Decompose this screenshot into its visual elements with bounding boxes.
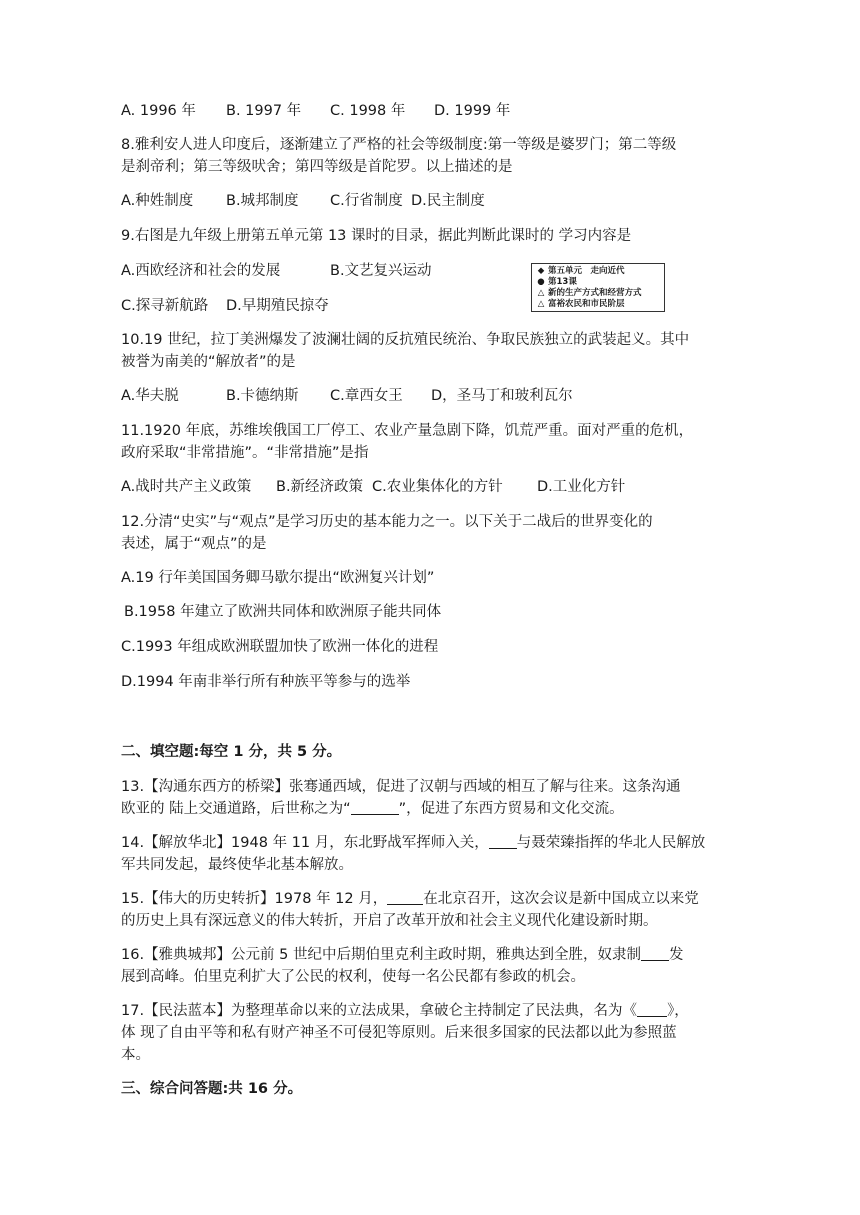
- q8-option-b: B.城邦制度: [226, 193, 299, 209]
- q11-option-d: D.工业化方针: [537, 479, 626, 495]
- q16-text-after-blank: 发: [669, 947, 684, 963]
- q13-answer-blank[interactable]: [351, 800, 399, 815]
- q15-text-after-blank: 在北京召开，这次会议是新中国成立以来党: [423, 891, 699, 907]
- q14-text-after-blank: 与聂荣臻指挥的华北人民解放: [516, 835, 706, 851]
- q9-option-c: C.探寻新航路: [121, 298, 209, 314]
- q7-option-a: A. 1996 年: [121, 103, 196, 119]
- q16-answer-blank[interactable]: [641, 946, 669, 961]
- toc-row-text: 新的生产方式和经营方式: [548, 288, 642, 298]
- toc-row-lesson: [536, 277, 660, 288]
- q11-stem-line2: 政府采取“非常措施”。“非常措施”是指: [121, 445, 369, 461]
- q11-option-a: A.战时共产主义政策: [121, 479, 252, 495]
- q8-option-c: C.行省制度: [330, 193, 403, 209]
- section3-title: 三、综合问答题:共 16 分。: [121, 1081, 303, 1097]
- q14-stem-line2: 军共同发起，最终使华北基本解放。: [121, 857, 353, 873]
- q16-text-before-blank: 16.【雅典城邦】公元前 5 世纪中后期伯里克利主政时期，雅典达到全胜，奴隶制: [121, 947, 642, 963]
- toc-row-text: 第13课: [548, 277, 577, 287]
- q12-option-a: A.19 行年美国国务卿马歇尔提出“欧洲复兴计划”: [121, 570, 435, 586]
- section2-title: 二、填空题:每空 1 分，共 5 分。: [121, 744, 342, 760]
- q17-stem-line1: [121, 1001, 689, 1021]
- q8-option-a: A.种姓制度: [121, 193, 194, 209]
- q15-text-before-blank: 15.【伟大的历史转折】1978 年 12 月，: [121, 891, 388, 907]
- toc-row-text: 第五单元 走向近代: [548, 266, 625, 276]
- q12-stem-line1: 12.分清“史实”与“观点”是学习历史的基本能力之一。以下关于二战后的世界变化的: [121, 514, 653, 530]
- q8-stem-line2: 是刹帝利；第三等级吠舍；第四等级是首陀罗。以上描述的是: [121, 159, 513, 175]
- q14-stem-line1: [121, 833, 705, 853]
- q13-stem-line1: 13.【沟通东西方的桥梁】张骞通西域，促进了汉朝与西域的相互了解与往来。这条沟通: [121, 779, 681, 795]
- q12-option-c: C.1993 年组成欧洲联盟加快了欧洲一体化的进程: [121, 639, 439, 655]
- diamond-icon: ◆: [537, 266, 545, 276]
- q11-option-c: C.农业集体化的方针: [372, 479, 503, 495]
- q7-option-c: C. 1998 年: [330, 103, 406, 119]
- triangle-icon: △: [537, 288, 545, 298]
- q7-option-d: D. 1999 年: [434, 103, 511, 119]
- q9-option-a: A.西欧经济和社会的发展: [121, 263, 281, 279]
- q15-answer-blank[interactable]: [387, 890, 423, 905]
- q14-answer-blank[interactable]: [489, 834, 517, 849]
- q17-stem-line3: 本。: [121, 1047, 150, 1063]
- q12-stem-line2: 表述，属于“观点”的是: [121, 536, 267, 552]
- q10-option-d: D，圣马丁和玻利瓦尔: [431, 388, 573, 404]
- q17-stem-line2: 体 现了自由平等和私有财产神圣不可侵犯等原则。后来很多国家的民法都以此为参照蓝: [121, 1025, 677, 1041]
- q10-option-b: B.卡德纳斯: [226, 388, 299, 404]
- q10-option-c: C.章西女王: [330, 388, 403, 404]
- q17-answer-blank[interactable]: [637, 1002, 667, 1017]
- q13-text-after-blank: ”，促进了东西方贸易和文化交流。: [398, 801, 624, 817]
- q12-option-d: D.1994 年南非举行所有种族平等参与的选举: [121, 674, 411, 690]
- q16-stem-line1: [121, 945, 684, 965]
- q17-text-after-blank: 》，: [667, 1003, 689, 1019]
- triangle-icon: △: [537, 299, 545, 309]
- toc-row-unit: [536, 266, 660, 277]
- toc-row-topic: [536, 288, 660, 299]
- q16-stem-line2: 展到高峰。伯里克利扩大了公民的权利，使每一名公民都有参政的机会。: [121, 969, 585, 985]
- q10-option-a: A.华夫脱: [121, 388, 179, 404]
- q15-stem-line2: 的历史上具有深远意义的伟大转折，开启了改革开放和社会主义现代化建设新时期。: [121, 913, 658, 929]
- q12-option-b: B.1958 年建立了欧洲共同体和欧洲原子能共同体: [124, 604, 442, 620]
- q13-text-before-blank: 欧亚的 陆上交通道路，后世称之为“: [121, 801, 351, 817]
- toc-row-text: 富裕农民和市民阶层: [548, 299, 625, 309]
- circle-icon: ●: [537, 277, 545, 287]
- q9-option-d: D.早期殖民掠夺: [226, 298, 329, 314]
- q14-text-before-blank: 14.【解放华北】1948 年 11 月，东北野战军挥师入关，: [121, 835, 489, 851]
- q11-stem-line1: 11.1920 年底，苏维埃俄国工厂停工、农业产量急剧下降，饥荒严重。面对严重的危机，: [121, 423, 694, 439]
- q8-stem-line1: 8.雅利安人进人印度后，逐渐建立了严格的社会等级制度:第一等级是婆罗门；第二等级: [121, 137, 677, 153]
- textbook-toc-figure: [531, 263, 665, 312]
- q8-option-d: D.民主制度: [411, 193, 485, 209]
- q9-option-b: B.文艺复兴运动: [330, 263, 432, 279]
- q11-option-b: B.新经济政策: [276, 479, 364, 495]
- q17-text-before-blank: 17.【民法蓝本】为整理革命以来的立法成果，拿破仑主持制定了民法典，名为《: [121, 1003, 638, 1019]
- toc-row-topic: [536, 299, 660, 310]
- q9-stem: 9.右图是九年级上册第五单元第 13 课时的目录，据此判断此课时的 学习内容是: [121, 228, 632, 244]
- q10-stem-line1: 10.19 世纪，拉丁美洲爆发了波澜壮阔的反抗殖民统治、争取民族独立的武装起义。其中: [121, 332, 690, 348]
- q7-option-b: B. 1997 年: [226, 103, 302, 119]
- q13-stem-line2: [121, 799, 624, 819]
- q15-stem-line1: [121, 889, 699, 909]
- q10-stem-line2: 被誉为南美的“解放者”的是: [121, 354, 296, 370]
